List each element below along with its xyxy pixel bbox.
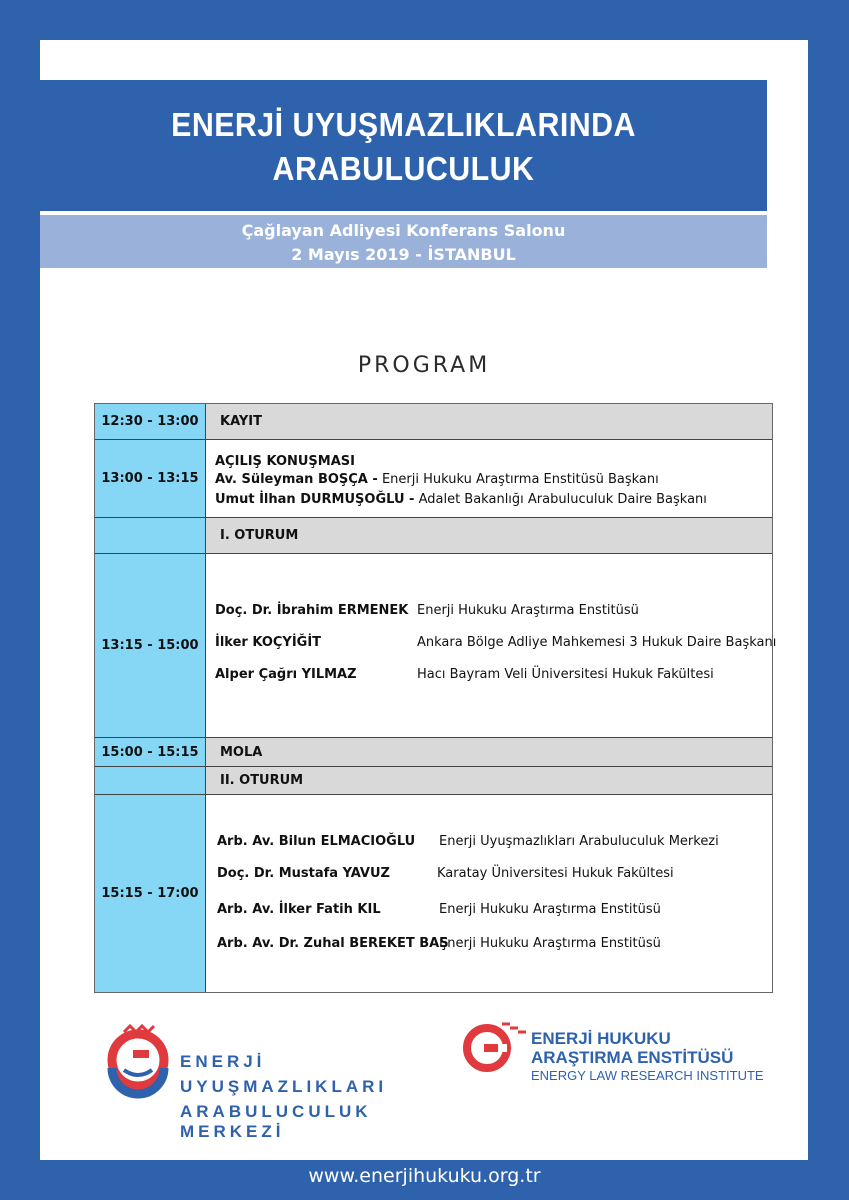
- session1-speaker-affiliation: Enerji Hukuku Araştırma Enstitüsü: [417, 603, 639, 618]
- session2-speaker-affiliation: Karatay Üniversitesi Hukuk Fakültesi: [437, 866, 674, 881]
- venue: Çağlayan Adliyesi Konferans Salonu: [241, 221, 566, 240]
- time-session1: 13:15 - 15:00: [95, 554, 206, 738]
- footer-url[interactable]: www.enerjihukuku.org.tr: [308, 1165, 541, 1187]
- program-heading: PROGRAM: [357, 353, 491, 378]
- time-session2: 15:15 - 17:00: [95, 795, 206, 992]
- time-opening: 13:00 - 13:15: [95, 440, 206, 518]
- speaker-name: Av. Süleyman BOŞÇA -: [215, 472, 378, 487]
- page-card: [40, 40, 808, 1160]
- opening-row: [206, 440, 772, 518]
- session2-speaker-affiliation: Enerji Uyuşmazlıkları Arabuluculuk Merkezi: [439, 834, 719, 849]
- logos-area: [40, 1000, 808, 1141]
- session2-speaker-name: Arb. Av. Bilun ELMACIOĞLU: [217, 834, 416, 849]
- left-logo-text-3: ARABULUCULUK: [180, 1102, 372, 1120]
- kayit-label: KAYIT: [206, 404, 772, 440]
- session1-speaker-name: Alper Çağrı YILMAZ: [215, 667, 357, 682]
- session1-speaker-name: Doç. Dr. İbrahim ERMENEK: [215, 603, 409, 618]
- left-logo-text-2: UYUŞMAZLIKLARI: [180, 1077, 388, 1096]
- opening-speaker-2: [215, 492, 707, 507]
- session1-label: I. OTURUM: [206, 518, 772, 554]
- title-line-2: ARABULUCULUK: [272, 150, 535, 187]
- speaker-role: Enerji Hukuku Araştırma Enstitüsü Başkanı: [381, 472, 659, 487]
- mediation-center-logo-icon: [112, 1026, 164, 1094]
- session2-speaker-name: Arb. Av. Dr. Zuhal BEREKET BAŞ: [217, 936, 449, 951]
- opening-speaker-1: [215, 472, 659, 487]
- date-place: 2 Mayıs 2019 - İSTANBUL: [291, 245, 516, 264]
- time-kayit: 12:30 - 13:00: [95, 404, 206, 440]
- logos-svg: [40, 1000, 808, 1120]
- right-logo-text-1: ENERJİ HUKUKU: [531, 1029, 671, 1048]
- session2-block: [206, 795, 772, 992]
- session1-speaker-name: İlker KOÇYİĞİT: [215, 635, 322, 650]
- left-logo-text-4: MERKEZİ: [180, 1122, 285, 1141]
- energy-law-institute-logo-icon: [467, 1024, 526, 1068]
- right-logo-text-3: ENERGY LAW RESEARCH INSTITUTE: [531, 1068, 764, 1083]
- subtitle-band: [40, 215, 767, 268]
- title-band: [40, 80, 767, 211]
- session2-label: II. OTURUM: [206, 767, 772, 795]
- session2-speaker-affiliation: Enerji Hukuku Araştırma Enstitüsü: [439, 936, 661, 951]
- left-logo-text-1: ENERJİ: [180, 1052, 266, 1071]
- time-session1-header-blank: [95, 518, 206, 554]
- time-break: 15:00 - 15:15: [95, 738, 206, 767]
- speaker-role: Adalet Bakanlığı Arabuluculuk Daire Başkanı: [418, 492, 707, 507]
- title-line-1: ENERJİ UYUŞMAZLIKLARINDA: [171, 106, 636, 143]
- time-session2-header-blank: [95, 767, 206, 795]
- session2-speaker-affiliation: Enerji Hukuku Araştırma Enstitüsü: [439, 902, 661, 917]
- session1-speaker-affiliation: Ankara Bölge Adliye Mahkemesi 3 Hukuk Daire Başkanı: [417, 635, 777, 650]
- session2-speaker-name: Doç. Dr. Mustafa YAVUZ: [217, 866, 390, 881]
- right-logo-text-2: ARAŞTIRMA ENSTİTÜSÜ: [531, 1048, 734, 1067]
- opening-title: AÇILIŞ KONUŞMASI: [215, 454, 355, 469]
- session2-speaker-name: Arb. Av. İlker Fatih KIL: [217, 902, 381, 917]
- session1-speaker-affiliation: Hacı Bayram Veli Üniversitesi Hukuk Fakültesi: [417, 667, 714, 682]
- speaker-name: Umut İlhan DURMUŞOĞLU -: [215, 492, 415, 507]
- session1-block: [206, 554, 777, 738]
- schedule-table: [94, 403, 777, 993]
- break-label: MOLA: [206, 738, 772, 767]
